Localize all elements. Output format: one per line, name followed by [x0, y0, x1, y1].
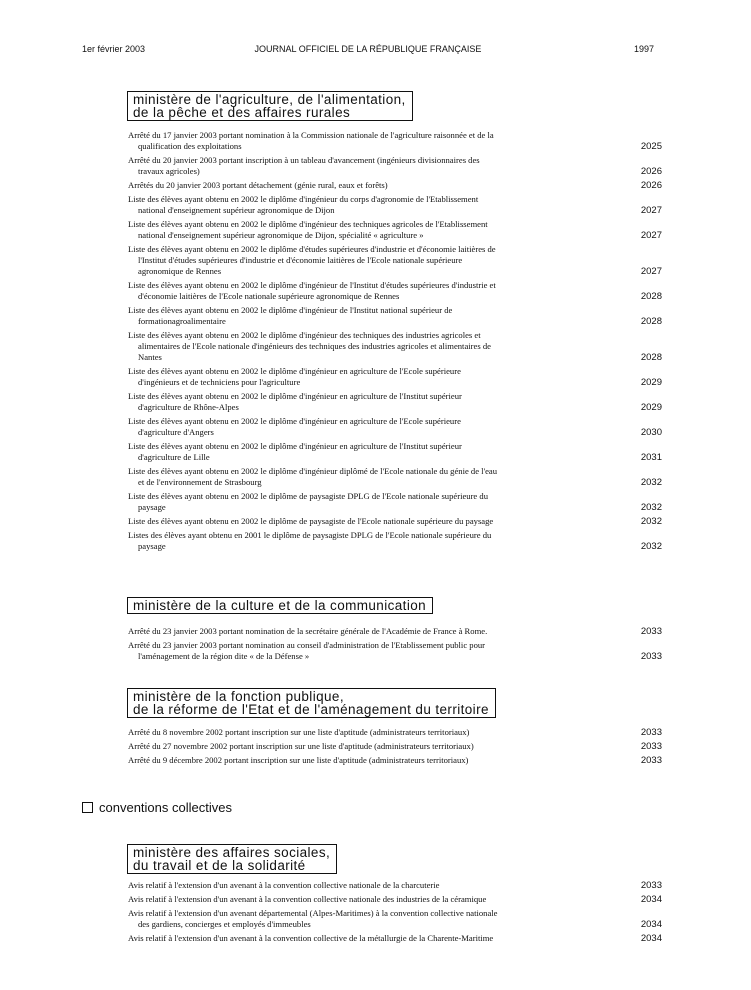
toc-entry-text: l'aménagement de la région dite « de la Défense »: [138, 651, 310, 661]
section-heading-conventions: [82, 800, 232, 815]
toc-entry[interactable]: [128, 416, 668, 438]
toc-entry-text: paysage: [138, 502, 166, 512]
toc-entry[interactable]: [128, 741, 668, 752]
toc-entry-text: Arrêté du 23 janvier 2003 portant nomination au conseil d'administration de l'Etablissement public pour: [128, 640, 486, 650]
ministry-title-line: ministère de l'agriculture, de l'alimentation,: [133, 92, 406, 107]
toc-entry-text: Arrêtés du 20 janvier 2003 portant détachement (génie rural, eaux et forêts): [128, 180, 388, 190]
issue-date: 1er février 2003: [82, 44, 146, 54]
toc-entry-text: Arrêté du 27 novembre 2002 portant inscription sur une liste d'aptitude (administrateurs territoriaux): [128, 741, 474, 751]
toc-entry[interactable]: [128, 933, 668, 944]
ministry-title-line: ministère de la fonction publique,: [133, 689, 344, 704]
toc-entry-text: d'agriculture d'Angers: [138, 427, 214, 437]
toc-entry-text: Avis relatif à l'extension d'un avenant à la convention collective nationale de la charcuterie: [128, 880, 440, 890]
ministry-title-line: ministère de la culture et de la communication: [133, 598, 427, 613]
toc-entry-page: 2028: [640, 352, 662, 363]
toc-entry-text: Avis relatif à l'extension d'un avenant à la convention collective de la métallurgie de la Charente-Maritime: [128, 933, 494, 943]
toc-entry-text: Liste des élèves ayant obtenu en 2002 le diplôme d'ingénieur en agriculture de l'Institut supérieur: [128, 441, 462, 451]
toc-entry-page: 2034: [640, 933, 662, 944]
toc-list-affaires-sociales: [128, 880, 668, 947]
toc-entry-text: Avis relatif à l'extension d'un avenant départemental (Alpes-Maritimes) à la convention collective nationale: [128, 908, 498, 918]
toc-entry-page: 2033: [640, 741, 662, 752]
toc-entry-text: paysage: [138, 541, 166, 551]
toc-entry[interactable]: [128, 516, 668, 527]
toc-entry-page: 2034: [640, 919, 662, 930]
toc-entry-text: d'agriculture de Rhône-Alpes: [138, 402, 239, 412]
toc-entry-text: Arrêté du 20 janvier 2003 portant inscription à un tableau d'avancement (ingénieurs divisionnaires des: [128, 155, 480, 165]
toc-entry-text: Liste des élèves ayant obtenu en 2002 le diplôme d'ingénieur des techniques agricoles de l'Etablissement: [128, 219, 488, 229]
toc-entry[interactable]: [128, 727, 668, 738]
toc-entry-page: 2033: [640, 727, 662, 738]
toc-entry-text: et de l'environnement de Strasbourg: [138, 477, 262, 487]
toc-entry-text: Liste des élèves ayant obtenu en 2002 le diplôme d'ingénieur de l'Institut d'études supérieures d'industrie et: [128, 280, 496, 290]
toc-entry-text: Liste des élèves ayant obtenu en 2002 le diplôme d'ingénieur en agriculture de l'Ecole supérieure: [128, 366, 461, 376]
ministry-heading-affaires-sociales: [127, 844, 337, 874]
toc-entry-page: 2033: [640, 880, 662, 891]
toc-entry[interactable]: [128, 894, 668, 905]
toc-entry-text: Liste des élèves ayant obtenu en 2002 le diplôme d'ingénieur de l'Institut national supérieur de: [128, 305, 453, 315]
toc-entry-text: Arrêté du 17 janvier 2003 portant nomination à la Commission nationale de l'agriculture raisonnée et de la: [128, 130, 494, 140]
toc-entry-text: d'économie laitières de l'Ecole nationale supérieure agronomique de Rennes: [138, 291, 400, 301]
toc-entry-text: Avis relatif à l'extension d'un avenant à la convention collective nationale des industries de la céramique: [128, 894, 487, 904]
toc-entry-page: 2034: [640, 894, 662, 905]
ministry-heading-fonction-publique: [127, 688, 496, 718]
toc-entry[interactable]: [128, 908, 668, 930]
toc-entry-text: Liste des élèves ayant obtenu en 2002 le diplôme de paysagiste DPLG de l'Ecole nationale supérieure du: [128, 491, 488, 501]
toc-entry[interactable]: [128, 130, 668, 152]
toc-entry-text: alimentaires de l'Ecole nationale d'ingénieurs des techniques des industries agricoles et alimentaires de: [138, 341, 491, 351]
toc-entry-page: 2032: [640, 541, 662, 552]
toc-entry-page: 2025: [640, 141, 662, 152]
toc-entry-page: 2026: [640, 166, 662, 177]
toc-entry[interactable]: [128, 194, 668, 216]
toc-entry-page: 2027: [640, 230, 662, 241]
toc-entry-text: Liste des élèves ayant obtenu en 2002 le diplôme d'ingénieur en agriculture de l'Institut supérieur: [128, 391, 462, 401]
toc-entry-page: 2032: [640, 516, 662, 527]
toc-entry-page: 2028: [640, 316, 662, 327]
toc-entry-text: Arrêté du 8 novembre 2002 portant inscription sur une liste d'aptitude (administrateurs territoriaux): [128, 727, 470, 737]
ministry-heading-culture: [127, 597, 433, 614]
toc-entry[interactable]: [128, 366, 668, 388]
toc-entry[interactable]: [128, 491, 668, 513]
toc-entry[interactable]: [128, 330, 668, 363]
toc-entry-page: 2031: [640, 452, 662, 463]
toc-entry-page: 2027: [640, 266, 662, 277]
toc-entry-page: 2028: [640, 291, 662, 302]
toc-entry-text: l'Institut d'études supérieures d'industrie et d'économie laitières de l'Ecole nationale supérieure: [138, 255, 463, 265]
toc-entry-text: Nantes: [138, 352, 162, 362]
toc-entry-text: Liste des élèves ayant obtenu en 2002 le diplôme d'ingénieur diplômé de l'Ecole nationale du génie de l'eau: [128, 466, 498, 476]
toc-entry[interactable]: [128, 530, 668, 552]
toc-entry-page: 2030: [640, 427, 662, 438]
running-header: [82, 44, 654, 58]
toc-entry-text: Liste des élèves ayant obtenu en 2002 le diplôme d'études supérieures d'industrie et d'économie laitières de: [128, 244, 496, 254]
toc-entry[interactable]: [128, 180, 668, 191]
toc-list-fonction-publique: [128, 727, 668, 769]
ministry-title-line: de la pêche et des affaires rurales: [133, 105, 351, 120]
toc-entry-text: qualification des exploitations: [138, 141, 242, 151]
toc-entry-text: d'agriculture de Lille: [138, 452, 210, 462]
toc-entry[interactable]: [128, 755, 668, 766]
toc-entry-text: Liste des élèves ayant obtenu en 2002 le diplôme d'ingénieur en agriculture de l'Ecole supérieure: [128, 416, 461, 426]
toc-entry[interactable]: [128, 626, 668, 637]
section-heading-text: conventions collectives: [99, 800, 232, 815]
toc-entry-page: 2033: [640, 626, 662, 637]
toc-entry[interactable]: [128, 391, 668, 413]
toc-entry-text: Liste des élèves ayant obtenu en 2002 le diplôme d'ingénieur des techniques des industries agricoles et: [128, 330, 481, 340]
toc-entry[interactable]: [128, 466, 668, 488]
toc-entry[interactable]: [128, 219, 668, 241]
toc-entry-text: Liste des élèves ayant obtenu en 2002 le diplôme d'ingénieur du corps d'agronomie de l'Etablissement: [128, 194, 479, 204]
toc-entry-page: 2029: [640, 377, 662, 388]
toc-entry[interactable]: [128, 244, 668, 277]
toc-entry-text: des gardiens, concierges et employés d'immeubles: [138, 919, 311, 929]
toc-entry[interactable]: [128, 880, 668, 891]
toc-entry[interactable]: [128, 305, 668, 327]
toc-entry-page: 2027: [640, 205, 662, 216]
toc-entry[interactable]: [128, 280, 668, 302]
toc-entry-text: d'ingénieurs et de techniciens pour l'agriculture: [138, 377, 301, 387]
toc-entry-page: 2032: [640, 477, 662, 488]
toc-list-agriculture: [128, 130, 668, 555]
toc-entry-text: agronomique de Rennes: [138, 266, 222, 276]
ministry-title-line: ministère des affaires sociales,: [133, 845, 331, 860]
toc-entry[interactable]: [128, 441, 668, 463]
toc-entry-text: Liste des élèves ayant obtenu en 2002 le diplôme de paysagiste de l'Ecole nationale supérieure du paysage: [128, 516, 494, 526]
toc-entry-text: national d'enseignement supérieur agronomique de Dijon, spécialité « agriculture »: [138, 230, 424, 240]
checkbox-square-icon: [82, 802, 93, 813]
toc-entry-text: national d'enseignement supérieur agronomique de Dijon: [138, 205, 335, 215]
ministry-heading-agriculture: [127, 91, 413, 121]
toc-entry-page: 2033: [640, 651, 662, 662]
toc-entry-page: 2026: [640, 180, 662, 191]
toc-entry-text: formationagroalimentaire: [138, 316, 226, 326]
toc-entry-page: 2033: [640, 755, 662, 766]
toc-entry-text: Listes des élèves ayant obtenu en 2001 le diplôme de paysagiste DPLG de l'Ecole nationale supérieure du: [128, 530, 492, 540]
journal-title: JOURNAL OFFICIEL DE LA RÉPUBLIQUE FRANÇAISE: [254, 44, 482, 54]
toc-entry[interactable]: [128, 155, 668, 177]
toc-entry-page: 2029: [640, 402, 662, 413]
page-number: 1997: [633, 44, 654, 54]
ministry-title-line: du travail et de la solidarité: [133, 858, 306, 873]
toc-entry[interactable]: [128, 640, 668, 662]
toc-entry-page: 2032: [640, 502, 662, 513]
toc-entry-text: travaux agricoles): [138, 166, 200, 176]
toc-entry-text: Arrêté du 9 décembre 2002 portant inscription sur une liste d'aptitude (administrateurs territoriaux): [128, 755, 469, 765]
ministry-title-line: de la réforme de l'Etat et de l'aménagement du territoire: [133, 702, 489, 717]
toc-list-culture: [128, 626, 668, 665]
toc-entry-text: Arrêté du 23 janvier 2003 portant nomination de la secrétaire générale de l'Académie de France à Rome.: [128, 626, 488, 636]
